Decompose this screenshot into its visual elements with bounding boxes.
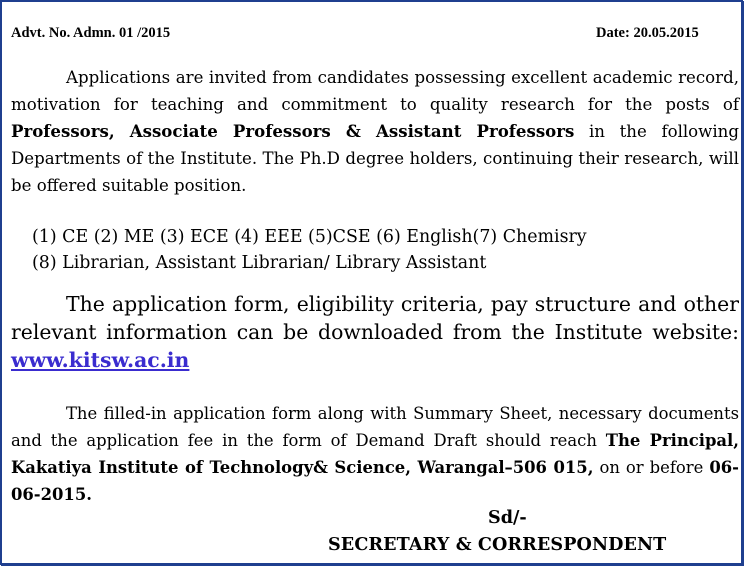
advt-date: Date: 20.05.2015 bbox=[596, 25, 699, 41]
submission-paragraph bbox=[11, 400, 739, 508]
submission-text-b: on or before bbox=[593, 458, 710, 477]
advt-number: Advt. No. Admn. 01 /2015 bbox=[11, 25, 171, 41]
post-assistant-professors: Assistant Professors bbox=[376, 121, 575, 141]
signature-sd: Sd/- bbox=[488, 507, 527, 528]
intro-paragraph bbox=[11, 64, 739, 199]
intro-text-b: in the following Departments of the Institute. The Ph.D degree holders, continuing their research, will be offered suitable position. bbox=[11, 122, 739, 195]
intro-comma: , bbox=[108, 121, 130, 141]
departments-line-1: (1) CE (2) ME (3) ECE (4) EEE (5)CSE (6) English(7) Chemisry bbox=[32, 227, 587, 247]
signature-title: SECRETARY & CORRESPONDENT bbox=[328, 534, 667, 555]
download-paragraph bbox=[11, 290, 739, 374]
intro-amp: & bbox=[330, 121, 377, 141]
website-link[interactable]: www.kitsw.ac.in bbox=[11, 348, 190, 372]
submission-address: The Principal, Kakatiya Institute of Technology& Science, Warangal–506 015, bbox=[11, 431, 739, 477]
post-associate-professors: Associate Professors bbox=[129, 121, 331, 141]
departments-line-2: (8) Librarian, Assistant Librarian/ Library Assistant bbox=[32, 253, 487, 273]
post-professors: Professors bbox=[11, 121, 109, 141]
download-text: The application form, eligibility criteria, pay structure and other relevant information can be downloaded from the Institute website: bbox=[11, 292, 739, 344]
intro-text-a: Applications are invited from candidates possessing excellent academic record, motivation for teaching and commitment to quality research for the posts of bbox=[11, 68, 739, 114]
submission-deadline: 06-06-2015. bbox=[11, 458, 739, 504]
submission-text-a: The filled-in application form along with Summary Sheet, necessary documents and the application fee in the form of Demand Draft should reach bbox=[11, 404, 739, 450]
